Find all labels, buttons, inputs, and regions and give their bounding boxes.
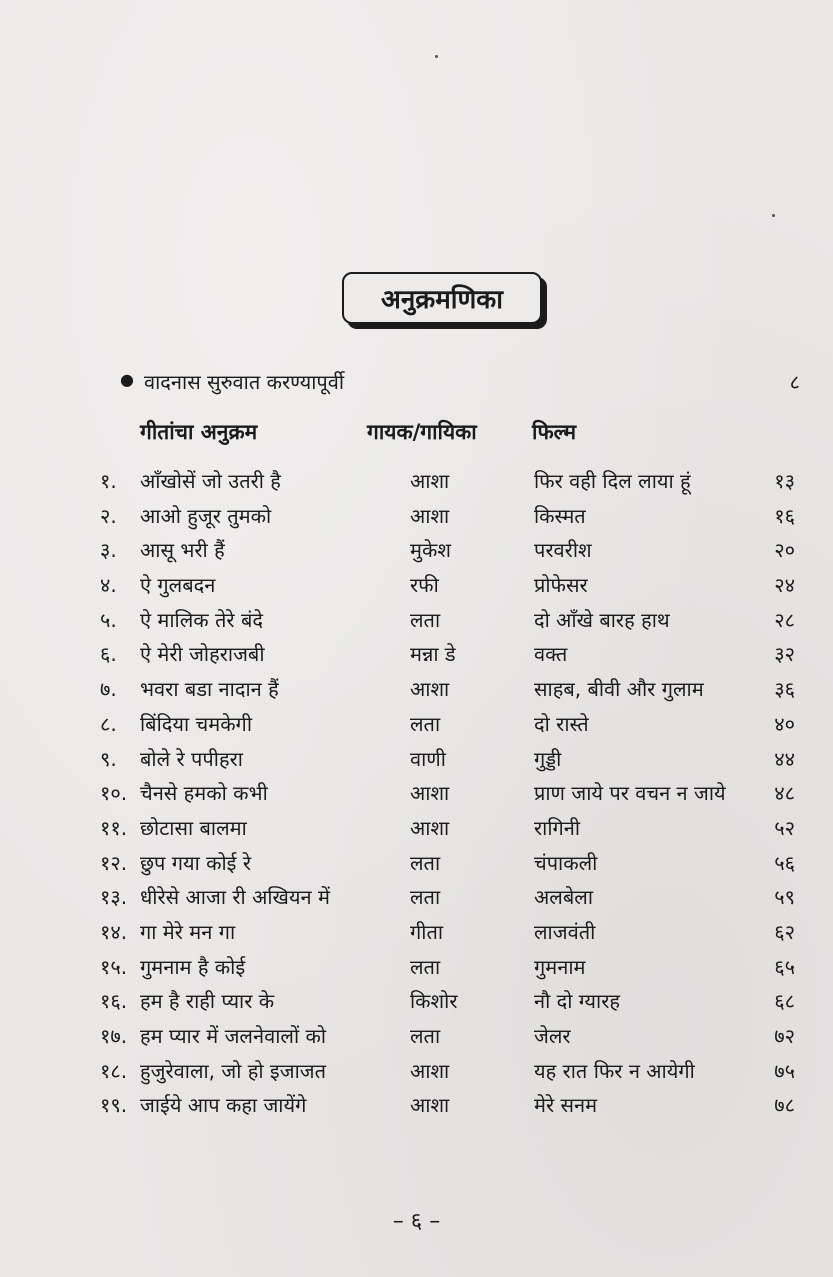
singer-name: आशा: [410, 677, 450, 702]
song-title: ऐ गुलबदन: [140, 573, 216, 598]
list-item: [0, 536, 833, 571]
film-name: यह रात फिर न आयेगी: [534, 1058, 695, 1083]
row-number: १०.: [100, 781, 128, 806]
song-title: आसू भरी हैं: [140, 538, 225, 563]
page-number: ६८: [774, 989, 795, 1014]
bullet-icon: ●: [120, 370, 134, 389]
song-title: ऐ मेरी जोहराजबी: [140, 642, 265, 667]
film-name: मेरे सनम: [534, 1093, 598, 1118]
page-number: २०: [774, 538, 795, 563]
song-title: आँखोसें जो उतरी है: [140, 469, 281, 493]
singer-name: लता: [410, 954, 441, 979]
paper-speck: [772, 214, 775, 217]
film-name: साहब, बीवी और गुलाम: [534, 677, 704, 702]
list-item: [0, 502, 833, 537]
list-item: [0, 779, 833, 814]
song-title: हम प्यार में जलनेवालों को: [140, 1024, 327, 1048]
page-number: २४: [774, 573, 795, 598]
row-number: १९.: [100, 1093, 128, 1118]
singer-name: लता: [410, 885, 441, 910]
list-item: [0, 571, 833, 606]
page-title: [342, 272, 542, 324]
singer-name: आशा: [410, 1058, 450, 1083]
row-number: १४.: [100, 919, 128, 944]
song-title: ऐ मालिक तेरे बंदे: [140, 607, 263, 632]
list-item: [0, 675, 833, 710]
singer-name: लता: [410, 1024, 441, 1048]
film-name: चंपाकली: [534, 850, 598, 875]
list-item: [0, 883, 833, 918]
list-item: [0, 745, 833, 780]
paper-speck: [435, 55, 438, 58]
list-item: [0, 1057, 833, 1092]
page-number: १३: [774, 469, 795, 493]
row-number: १२.: [100, 850, 128, 875]
singer-name: लता: [410, 711, 441, 736]
singer-name: आशा: [410, 503, 450, 528]
list-item: [0, 467, 833, 502]
header-film: फिल्म: [532, 420, 577, 444]
singer-name: रफी: [410, 573, 439, 598]
song-title: गुमनाम है कोई: [140, 954, 246, 979]
film-name: नौ दो ग्यारह: [534, 989, 620, 1014]
row-number: १७.: [100, 1024, 128, 1048]
row-number: ७.: [100, 677, 117, 702]
row-number: १५.: [100, 954, 128, 979]
list-item: [0, 710, 833, 745]
singer-name: मुकेश: [410, 538, 451, 563]
film-name: रागिनी: [534, 815, 581, 840]
row-number: १३.: [100, 885, 128, 910]
row-number: ८.: [100, 711, 117, 736]
film-name: जेलर: [534, 1024, 571, 1048]
intro-page-number: ८: [789, 370, 800, 394]
page-number: ७५: [774, 1058, 795, 1083]
page-number: २८: [774, 607, 795, 632]
singer-name: गीता: [410, 919, 444, 944]
page-number-footer: – ६ –: [392, 1209, 441, 1234]
row-number: ९.: [100, 746, 117, 771]
singer-name: आशा: [410, 781, 450, 806]
song-title: गा मेरे मन गा: [140, 919, 236, 944]
film-name: किस्मत: [534, 503, 586, 528]
row-number: ३.: [100, 538, 117, 563]
page-number: ५९: [774, 885, 795, 910]
film-name: परवरीश: [534, 538, 592, 563]
film-name: दो आँखे बारह हाथ: [534, 607, 670, 632]
singer-name: वाणी: [410, 746, 446, 771]
singer-name: किशोर: [410, 989, 458, 1014]
song-title: जाईये आप कहा जायेंगे: [140, 1093, 307, 1118]
page-number: ३६: [774, 677, 795, 702]
page-number: ४८: [774, 781, 795, 806]
page-number: ६५: [774, 954, 795, 979]
singer-name: आशा: [410, 815, 450, 840]
singer-name: आशा: [410, 1093, 450, 1118]
page-number: ७२: [774, 1024, 795, 1048]
film-name: प्रोफेसर: [534, 573, 588, 598]
film-name: गुड्डी: [534, 746, 562, 771]
row-number: २.: [100, 503, 117, 528]
page-number: ७८: [774, 1093, 795, 1118]
list-item: [0, 814, 833, 849]
page-number: ५२: [774, 815, 795, 840]
row-number: ५.: [100, 607, 117, 632]
list-item: [0, 640, 833, 675]
index-list: [0, 467, 833, 1126]
singer-name: मन्ना डे: [410, 642, 456, 667]
list-item: [0, 987, 833, 1022]
song-title: धीरेसे आजा री अखियन में: [140, 885, 330, 910]
list-item: [0, 953, 833, 988]
song-title: बोले रे पपीहरा: [140, 746, 243, 771]
song-title: बिंदिया चमकेगी: [140, 711, 252, 736]
page-number: ३२: [774, 642, 795, 667]
song-title: चैनसे हमको कभी: [140, 781, 268, 806]
song-title: छोटासा बालमा: [140, 815, 247, 840]
row-number: ११.: [100, 815, 128, 840]
row-number: १६.: [100, 989, 128, 1014]
song-title: हम है राही प्यार के: [140, 989, 275, 1014]
column-headers: [0, 418, 833, 448]
list-item: [0, 918, 833, 953]
film-name: दो रास्ते: [534, 711, 589, 736]
page-title-text: अनुक्रमणिका: [380, 285, 504, 315]
list-item: [0, 849, 833, 884]
song-title: छुप गया कोई रे: [140, 850, 252, 875]
row-number: ६.: [100, 642, 117, 667]
film-name: फिर वही दिल लाया हूं: [534, 469, 691, 493]
header-song: गीतांचा अनुक्रम: [140, 420, 258, 444]
film-name: अलबेला: [534, 885, 593, 910]
page-number: ५६: [774, 850, 795, 875]
list-item: [0, 1022, 833, 1057]
film-name: प्राण जाये पर वचन न जाये: [534, 781, 726, 806]
film-name: वक्त: [534, 642, 568, 667]
singer-name: आशा: [410, 469, 450, 493]
page-number: ४४: [774, 746, 795, 771]
row-number: १.: [100, 469, 117, 493]
row-number: ४.: [100, 573, 117, 598]
header-singer: गायक/गायिका: [367, 420, 477, 444]
film-name: लाजवंती: [534, 919, 596, 944]
page-number: ६२: [774, 919, 795, 944]
singer-name: लता: [410, 607, 441, 632]
singer-name: लता: [410, 850, 441, 875]
song-title: हुजुरेवाला, जो हो इजाजत: [140, 1058, 327, 1083]
list-item: [0, 1091, 833, 1126]
intro-text: वादनास सुरुवात करण्यापूर्वी: [144, 370, 345, 394]
page-number: ४०: [774, 711, 795, 736]
page-number: १६: [774, 503, 795, 528]
song-title: भवरा बडा नादान हैं: [140, 677, 279, 702]
list-item: [0, 606, 833, 641]
intro-entry: [120, 368, 800, 396]
song-title: आओ हुजूर तुमको: [140, 503, 272, 528]
film-name: गुमनाम: [534, 954, 586, 979]
row-number: १८.: [100, 1058, 128, 1083]
